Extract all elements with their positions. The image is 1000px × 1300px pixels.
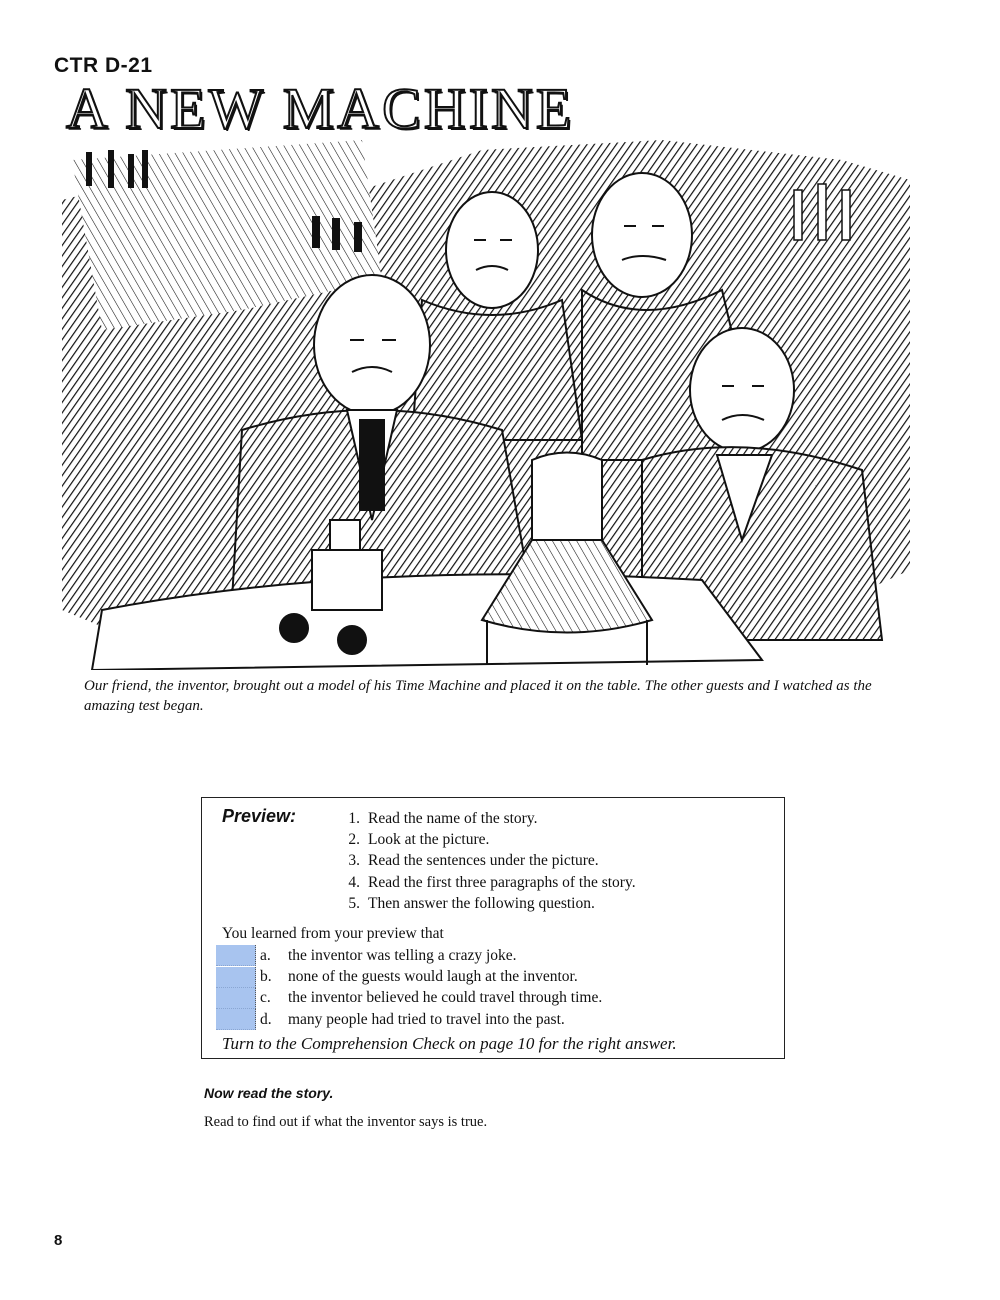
answer-choice-a: a. the inventor was telling a crazy joke. [216,945,602,966]
answer-checkbox-d[interactable] [216,1009,256,1030]
story-title: A NEW MACHINE [66,76,575,141]
preview-step: 5. Then answer the following question. [348,894,595,912]
page-number: 8 [54,1232,63,1249]
now-read-heading: Now read the story. [204,1085,334,1101]
preview-steps [334,808,636,914]
preview-question: You learned from your preview that [222,925,444,942]
answer-choices [216,945,602,1031]
preview-label: Preview: [222,806,297,826]
preview-step: 4. Read the first three paragraphs of the story. [348,873,636,891]
preview-step: 1. Read the name of the story. [348,810,538,827]
illustration-caption: Our friend, the inventor, brought out a model of his Time Machine and placed it on the table. The other guests and I watched as the amazing test began. [84,678,872,714]
comprehension-check-note: Turn to the Comprehension Check on page 10 for the right answer. [222,1034,677,1053]
document-code: CTR D-21 [54,54,153,77]
answer-choice-b: b. none of the guests would laugh at the inventor. [216,966,602,987]
answer-checkbox-a[interactable] [216,945,256,966]
answer-checkbox-c[interactable] [216,988,256,1009]
answer-choice-d: d. many people had tried to travel into the past. [216,1009,602,1030]
reading-instruction: Read to find out if what the inventor says is true. [204,1114,488,1130]
preview-step: 2. Look at the picture. [348,831,490,849]
preview-box [201,797,785,1059]
preview-step: 3. Read the sentences under the picture. [348,852,599,870]
answer-checkbox-b[interactable] [216,967,256,988]
story-illustration [62,140,910,670]
answer-choice-c: c. the inventor believed he could travel through time. [216,988,602,1009]
